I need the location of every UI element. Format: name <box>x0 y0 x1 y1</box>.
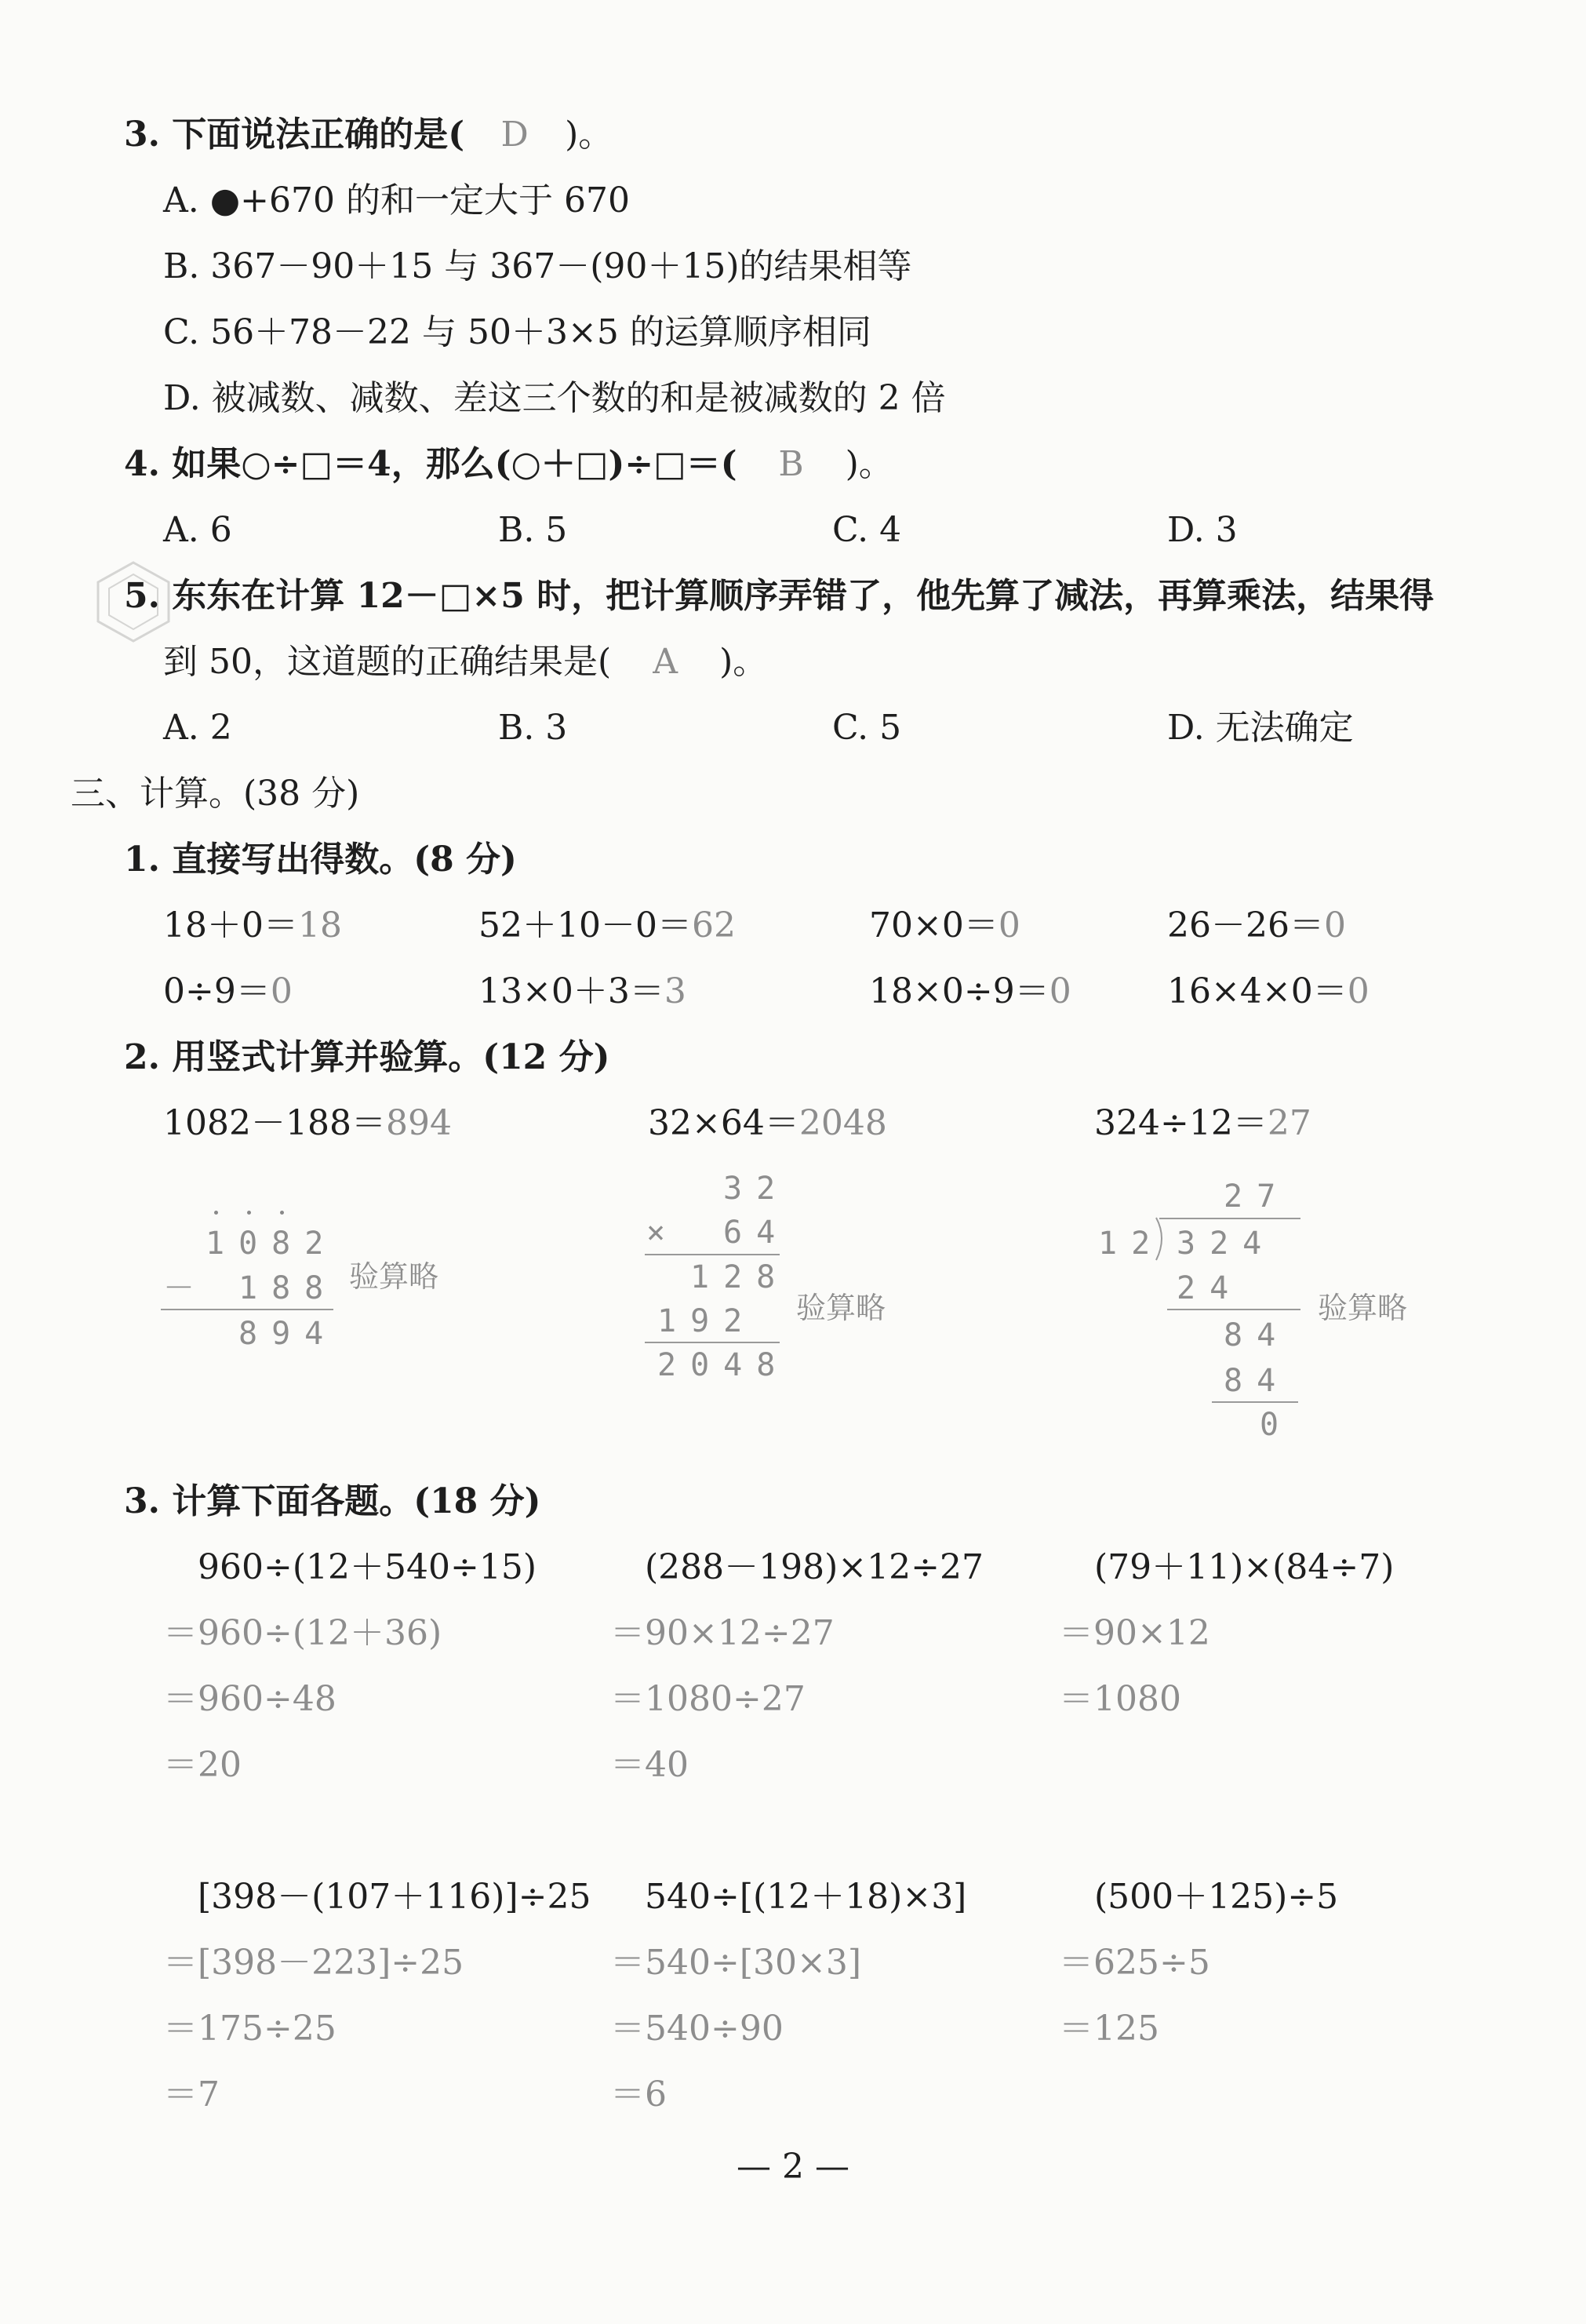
p1-item-5 <box>163 971 293 1011</box>
q5-line2 <box>163 642 768 682</box>
p1-a: 18 <box>297 905 342 945</box>
q4-title: 4. 如果○÷□＝4，那么(○＋□)÷□＝( <box>124 444 737 484</box>
p3-step: ＝[398－223]÷25 <box>163 1943 464 1983</box>
q3-option-c: C. 56＋78－22 与 50＋3×5 的运算顺序相同 <box>163 312 871 352</box>
p1-q: 13×0＋3＝ <box>478 971 664 1011</box>
q5-option-c: C. 5 <box>832 708 902 748</box>
mul-partial-1: 128 <box>690 1259 790 1295</box>
p1-a: 0 <box>998 905 1020 945</box>
p3-step: ＝540÷[30×3] <box>610 1943 862 1983</box>
p3-step: ＝7 <box>163 2074 220 2115</box>
p1-q: 18×0÷9＝ <box>869 971 1049 1011</box>
q4-option-d: D. 3 <box>1167 510 1238 550</box>
q5-answer: A <box>653 642 678 682</box>
p2-item-3 <box>1094 1103 1311 1143</box>
p1-item-1 <box>163 905 342 945</box>
mul-rule-1 <box>645 1254 780 1255</box>
div-rule-1 <box>1167 1309 1300 1310</box>
sub-rule <box>161 1309 333 1310</box>
p3-step: ＝6 <box>610 2074 667 2115</box>
verify-note-2: 验算略 <box>796 1291 886 1325</box>
borrow-dot <box>247 1211 251 1215</box>
p3-step: ＝90×12 <box>1059 1613 1210 1653</box>
q5-option-a: A. 2 <box>163 708 232 748</box>
p1-item-8 <box>1167 971 1370 1011</box>
sub-minuend: 1082 <box>206 1226 338 1262</box>
p3-step: ＝960÷(12＋36) <box>163 1613 442 1653</box>
p3-step: ＝175÷25 <box>163 2009 336 2049</box>
p1-title: 1. 直接写出得数。(8 分) <box>124 840 517 880</box>
p3-step: ＝960÷48 <box>163 1679 336 1719</box>
p3-problem-6: (500＋125)÷5 <box>1094 1877 1339 1917</box>
p1-a: 3 <box>664 971 686 1011</box>
mul-partial-2: 192 <box>657 1303 757 1339</box>
p1-a: 0 <box>1347 971 1370 1011</box>
mul-operator: × <box>646 1215 680 1251</box>
div-remainder-final: 0 <box>1260 1407 1293 1443</box>
verify-note-1: 验算略 <box>349 1259 439 1294</box>
q3-option-b: B. 367－90＋15 与 367－(90＋15)的结果相等 <box>163 246 912 286</box>
p2-q: 324÷12＝ <box>1094 1103 1268 1143</box>
p1-q: 26－26＝ <box>1167 905 1324 945</box>
borrow-dot <box>280 1211 284 1215</box>
p2-q: 32×64＝ <box>648 1103 799 1143</box>
q3-title: 3. 下面说法正确的是( <box>124 115 465 155</box>
p1-q: 18＋0＝ <box>163 905 298 945</box>
q4-answer: B <box>778 444 804 484</box>
p1-item-2 <box>478 905 736 945</box>
mul-top: 32 <box>723 1171 790 1207</box>
mul-rule-2 <box>645 1342 780 1343</box>
div-dividend: 324 <box>1177 1226 1276 1262</box>
div-step-1: 24 <box>1177 1270 1243 1306</box>
p2-title: 2. 用竖式计算并验算。(12 分) <box>124 1037 610 1077</box>
q5-option-b: B. 3 <box>498 708 568 748</box>
p3-problem-2: (288－198)×12÷27 <box>645 1547 984 1587</box>
p2-item-2 <box>648 1103 887 1143</box>
p1-item-6 <box>478 971 686 1011</box>
q3-stem <box>124 115 613 155</box>
q4-option-b: B. 5 <box>498 510 568 550</box>
div-remainder-1: 84 <box>1224 1317 1290 1353</box>
verify-note-3: 验算略 <box>1318 1291 1408 1325</box>
q4-close: )。 <box>845 444 893 484</box>
q4-option-c: C. 4 <box>832 510 902 550</box>
p1-q: 0÷9＝ <box>163 971 271 1011</box>
p1-item-7 <box>869 971 1071 1011</box>
q5-line1: 5. 东东在计算 12－□×5 时，把计算顺序弄错了，他先算了减法，再算乘法，结果得 <box>124 576 1435 616</box>
p1-q: 52＋10－0＝ <box>478 905 692 945</box>
p1-a: 0 <box>1323 905 1346 945</box>
p1-item-3 <box>869 905 1020 945</box>
q3-close: )。 <box>565 115 613 155</box>
mul-bottom: 64 <box>723 1215 790 1251</box>
p3-problem-1: 960÷(12＋540÷15) <box>198 1547 537 1587</box>
mul-result: 2048 <box>657 1347 790 1383</box>
p3-step: ＝1080÷27 <box>610 1679 806 1719</box>
p1-a: 0 <box>270 971 293 1011</box>
sub-result: 894 <box>238 1316 338 1352</box>
div-bracket-top <box>1159 1218 1300 1219</box>
p2-a: 2048 <box>798 1103 887 1143</box>
p3-step: ＝540÷90 <box>610 2009 784 2049</box>
sub-operator: － <box>163 1270 209 1306</box>
p3-step: ＝40 <box>610 1745 689 1785</box>
q5-close: )。 <box>719 642 768 682</box>
div-rule-2 <box>1212 1401 1298 1403</box>
p1-q: 16×4×0＝ <box>1167 971 1348 1011</box>
p1-a: 62 <box>691 905 736 945</box>
p3-step: ＝90×12÷27 <box>610 1613 835 1653</box>
div-quotient: 27 <box>1224 1178 1290 1215</box>
p1-item-4 <box>1167 905 1346 945</box>
borrow-dot <box>214 1211 218 1215</box>
q4-stem <box>124 444 893 484</box>
p2-a: 894 <box>385 1103 452 1143</box>
p1-a: 0 <box>1049 971 1071 1011</box>
q3-option-d: D. 被减数、减数、差这三个数的和是被减数的 2 倍 <box>163 378 946 418</box>
div-step-2: 84 <box>1224 1363 1290 1399</box>
q3-answer: D <box>500 115 529 155</box>
section3-title: 三、计算。(38 分) <box>71 774 360 814</box>
p2-a: 27 <box>1267 1103 1311 1143</box>
p3-step: ＝1080 <box>1059 1679 1181 1719</box>
q5-line2-text: 到 50，这道题的正确结果是( <box>163 642 612 682</box>
p3-problem-3: (79＋11)×(84÷7) <box>1094 1547 1395 1587</box>
p3-step: ＝20 <box>163 1745 242 1785</box>
q5-option-d: D. 无法确定 <box>1167 708 1354 748</box>
p2-q: 1082－188＝ <box>163 1103 386 1143</box>
q3-option-a: A. ●+670 的和一定大于 670 <box>163 180 630 220</box>
page-number: — 2 — <box>737 2147 849 2187</box>
p3-problem-5: 540÷[(12＋18)×3] <box>645 1877 967 1917</box>
p3-title: 3. 计算下面各题。(18 分) <box>124 1481 541 1521</box>
sub-subtrahend: 188 <box>238 1270 338 1306</box>
p3-step: ＝625÷5 <box>1059 1943 1210 1983</box>
p1-q: 70×0＝ <box>869 905 999 945</box>
q4-option-a: A. 6 <box>163 510 232 550</box>
div-divisor: 12 <box>1098 1226 1165 1262</box>
p3-problem-4: [398－(107＋116)]÷25 <box>198 1877 591 1917</box>
p3-step: ＝125 <box>1059 2009 1159 2049</box>
p2-item-1 <box>163 1103 452 1143</box>
